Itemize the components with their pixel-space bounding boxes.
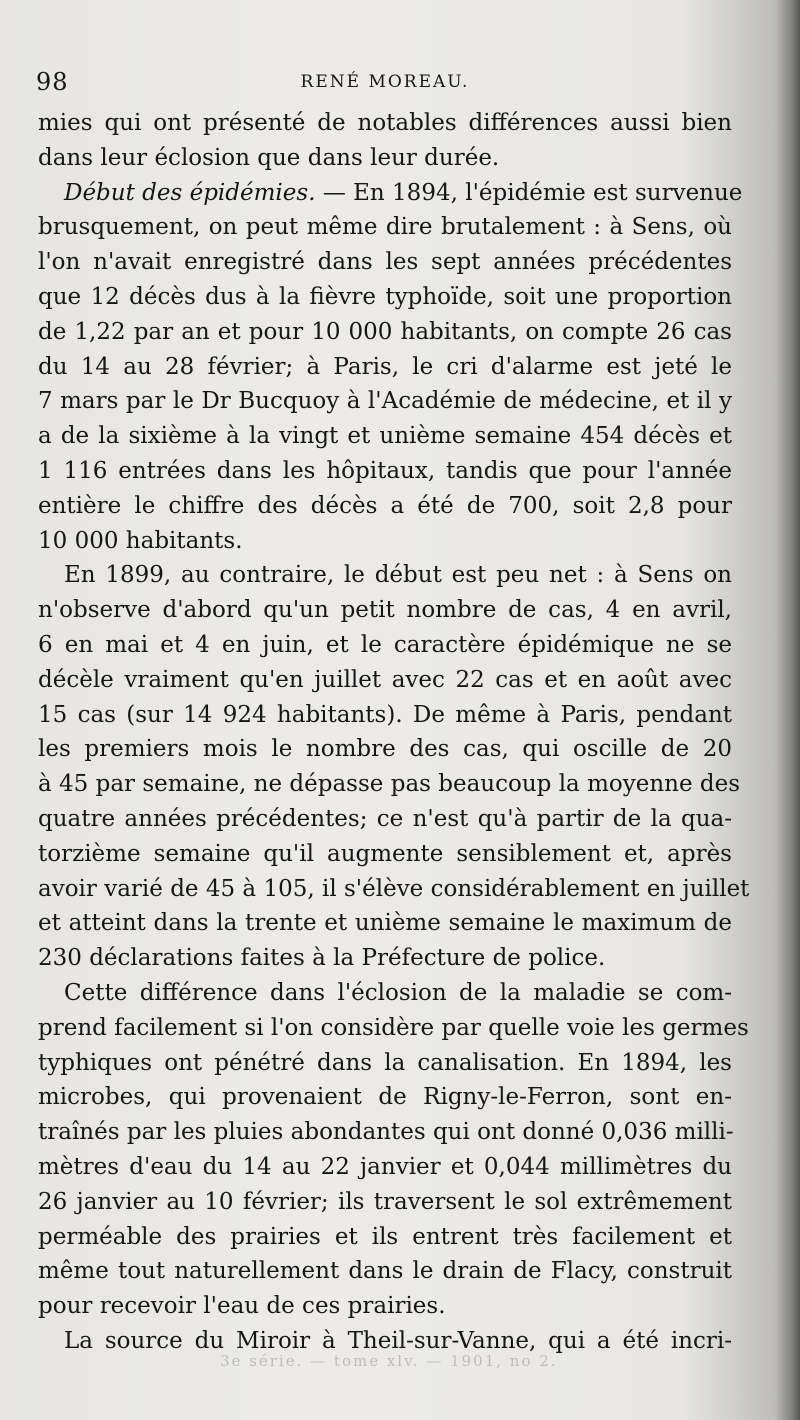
text-line: traînés par les pluies abondantes qui ont donné 0,036 milli-: [38, 1119, 734, 1146]
text-line: microbes, qui provenaient de Rigny-le-Ferron, sont en-: [38, 1084, 732, 1111]
text-line: [38, 176, 743, 211]
text-line-rest: — En 1894, l'épidémie est survenue: [322, 179, 743, 206]
text-line: a de la sixième à la vingt et unième semaine 454 décès et: [38, 423, 732, 450]
text-line: et atteint dans la trente et unième semaine le maximum de: [38, 910, 732, 937]
text-line: 230 déclarations faites à la Préfecture de police.: [38, 945, 606, 972]
text-line: même tout naturellement dans le drain de Flacy, construit: [38, 1258, 732, 1285]
text-line: Cette différence dans l'éclosion de la maladie se com-: [64, 979, 732, 1006]
section-heading: Début des épidémies.: [64, 179, 316, 206]
text-line: La source du Miroir à Theil-sur-Vanne, qui a été incri-: [64, 1327, 732, 1354]
text-line: l'on n'avait enregistré dans les sept années précédentes: [38, 249, 732, 276]
page-edge-shadow: [774, 0, 800, 1420]
text-line: les premiers mois le nombre des cas, qui oscille de 20: [38, 736, 732, 763]
text-line: dans leur éclosion que dans leur durée.: [38, 144, 500, 171]
body-text: [38, 106, 750, 1359]
page-number: 98: [36, 68, 69, 96]
text-line: du 14 au 28 février; à Paris, le cri d'alarme est jeté le: [38, 353, 732, 380]
text-line: 7 mars par le Dr Bucquoy à l'Académie de médecine, et il y: [38, 388, 732, 415]
running-head: RENÉ MOREAU.: [300, 72, 470, 92]
text-line: 1 116 entrées dans les hôpitaux, tandis que pour l'année: [38, 457, 732, 484]
text-line: torzième semaine qu'il augmente sensiblement et, après: [38, 840, 732, 867]
text-line: entière le chiffre des décès a été de 700, soit 2,8 pour: [38, 492, 732, 519]
faint-footer-bleedthrough: 3e série. — tome xlv. — 1901, no 2.: [220, 1352, 558, 1370]
text-line: brusquement, on peut même dire brutalement : à Sens, où: [38, 214, 732, 241]
text-line: décèle vraiment qu'en juillet avec 22 cas et en août avec: [38, 666, 732, 693]
text-line: quatre années précédentes; ce n'est qu'à partir de la qua-: [38, 805, 732, 832]
text-line: En 1899, au contraire, le début est peu net : à Sens on: [64, 562, 732, 589]
text-line: avoir varié de 45 à 105, il s'élève considérablement en juillet: [38, 875, 750, 902]
text-line: n'observe d'abord qu'un petit nombre de cas, 4 en avril,: [38, 597, 732, 624]
text-line: mètres d'eau du 14 au 22 janvier et 0,044 millimètres du: [38, 1153, 732, 1180]
text-line: à 45 par semaine, ne dépasse pas beaucoup la moyenne des: [38, 771, 741, 798]
text-line: mies qui ont présenté de notables différences aussi bien: [38, 110, 732, 136]
text-line: 26 janvier au 10 février; ils traversent le sol extrêmement: [38, 1188, 732, 1215]
text-line: 6 en mai et 4 en juin, et le caractère épidémique ne se: [38, 631, 732, 658]
text-line: pour recevoir l'eau de ces prairies.: [38, 1293, 446, 1320]
page-header: [36, 68, 734, 102]
text-line: 15 cas (sur 14 924 habitants). De même à Paris, pendant: [38, 701, 732, 728]
text-line: 10 000 habitants.: [38, 527, 243, 554]
text-line: que 12 décès dus à la fièvre typhoïde, soit une proportion: [38, 283, 732, 310]
text-line: typhiques ont pénétré dans la canalisation. En 1894, les: [38, 1049, 732, 1076]
text-line: prend facilement si l'on considère par quelle voie les germes: [38, 1014, 749, 1041]
text-line: de 1,22 par an et pour 10 000 habitants, on compte 26 cas: [38, 318, 732, 345]
text-line: perméable des prairies et ils entrent très facilement et: [38, 1223, 732, 1250]
